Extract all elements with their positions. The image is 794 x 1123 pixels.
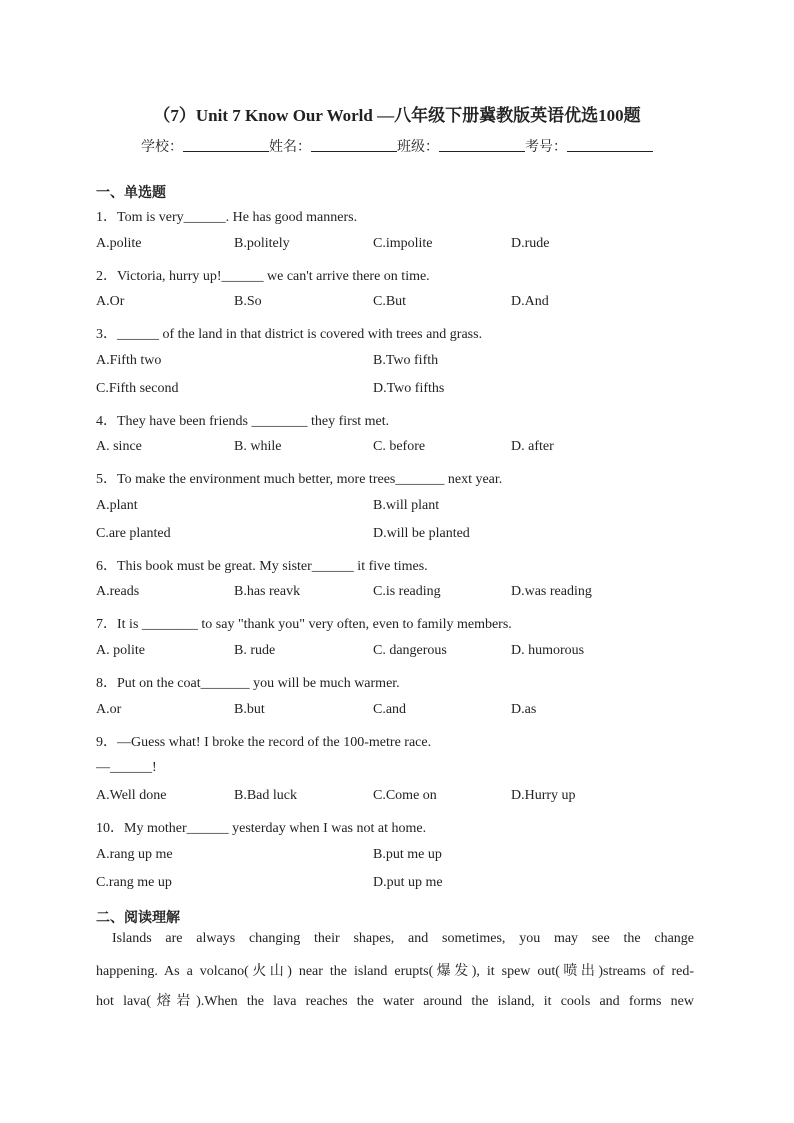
q3-option-d[interactable]: D.Two fifths (373, 381, 445, 396)
q6-option-d[interactable]: D.was reading (511, 584, 592, 599)
student-info-line (0, 136, 794, 156)
q1-option-d[interactable]: D.rude (511, 236, 550, 251)
q3-option-c[interactable]: C.Fifth second (96, 381, 179, 396)
school-label: 学校： (141, 139, 183, 155)
name-label: 姓名： (269, 139, 311, 155)
q1-option-b[interactable]: B.politely (234, 236, 290, 251)
q8-option-b[interactable]: B.but (234, 702, 265, 717)
question-6: 6．This book must be great. My sister______ it five times. (96, 559, 428, 574)
q5-option-a[interactable]: A.plant (96, 498, 138, 513)
q7-option-d[interactable]: D. humorous (511, 643, 585, 658)
q7-option-c[interactable]: C. dangerous (373, 643, 447, 658)
q7-option-a[interactable]: A. polite (96, 643, 145, 658)
q2-option-d[interactable]: D.And (511, 294, 549, 309)
q8-option-d[interactable]: D.as (511, 702, 537, 717)
reading-passage-line-1: Islands are always changing their shapes, and sometimes, you may see the change (112, 931, 694, 946)
q2-option-c[interactable]: C.But (373, 294, 407, 309)
page-title: （7）Unit 7 Know Our World —八年级下册冀教版英语优选100题 (153, 106, 641, 125)
q10-option-a[interactable]: A.rang up me (96, 847, 173, 862)
section-heading-reading: 二、阅读理解 (96, 910, 180, 926)
reading-passage-line-2: happening. As a volcano(火山) near the island erupts(爆发), it spew out(喷出)streams of red- (96, 964, 694, 979)
q9-option-c[interactable]: C.Come on (373, 788, 437, 803)
q9-option-a[interactable]: A.Well done (96, 788, 167, 803)
q9-option-d[interactable]: D.Hurry up (511, 788, 576, 803)
q6-option-a[interactable]: A.reads (96, 584, 140, 599)
section-heading-single-choice: 一、单选题 (96, 185, 166, 201)
q2-option-a[interactable]: A.Or (96, 294, 125, 309)
q1-option-c[interactable]: C.impolite (373, 236, 433, 251)
question-9-reply: —______! (96, 760, 157, 775)
q9-option-b[interactable]: B.Bad luck (234, 788, 297, 803)
name-blank[interactable] (311, 139, 397, 152)
question-9: 9．—Guess what! I broke the record of the 100-metre race. (96, 735, 432, 750)
q5-option-c[interactable]: C.are planted (96, 526, 171, 541)
q4-option-d[interactable]: D. after (511, 439, 554, 454)
question-8: 8．Put on the coat_______ you will be much warmer. (96, 676, 400, 691)
q2-option-b[interactable]: B.So (234, 294, 262, 309)
question-3: 3．______ of the land in that district is covered with trees and grass. (96, 327, 483, 342)
q10-option-d[interactable]: D.put up me (373, 875, 443, 890)
class-blank[interactable] (439, 139, 525, 152)
q10-option-c[interactable]: C.rang me up (96, 875, 172, 890)
q3-option-a[interactable]: A.Fifth two (96, 353, 162, 368)
q4-option-a[interactable]: A. since (96, 439, 142, 454)
q6-option-c[interactable]: C.is reading (373, 584, 441, 599)
q3-option-b[interactable]: B.Two fifth (373, 353, 439, 368)
q5-option-b[interactable]: B.will plant (373, 498, 440, 513)
q7-option-b[interactable]: B. rude (234, 643, 276, 658)
question-1: 1．Tom is very______. He has good manners. (96, 210, 358, 225)
school-blank[interactable] (183, 139, 269, 152)
class-label: 班级： (397, 139, 439, 155)
question-5: 5．To make the environment much better, more trees_______ next year. (96, 472, 503, 487)
number-blank[interactable] (567, 139, 653, 152)
question-7: 7．It is ________ to say "thank you" very often, even to family members. (96, 617, 512, 632)
question-2: 2．Victoria, hurry up!______ we can't arrive there on time. (96, 269, 430, 284)
q4-option-c[interactable]: C. before (373, 439, 426, 454)
reading-passage-line-3: hot lava(熔岩).When the lava reaches the water around the island, it cools and forms new (96, 994, 694, 1009)
q8-option-a[interactable]: A.or (96, 702, 122, 717)
q4-option-b[interactable]: B. while (234, 439, 282, 454)
question-4: 4．They have been friends ________ they first met. (96, 414, 390, 429)
q8-option-c[interactable]: C.and (373, 702, 407, 717)
q6-option-b[interactable]: B.has reavk (234, 584, 301, 599)
q10-option-b[interactable]: B.put me up (373, 847, 442, 862)
number-label: 考号： (525, 139, 567, 155)
question-10: 10．My mother______ yesterday when I was not at home. (96, 821, 427, 836)
q5-option-d[interactable]: D.will be planted (373, 526, 470, 541)
q1-option-a[interactable]: A.polite (96, 236, 142, 251)
